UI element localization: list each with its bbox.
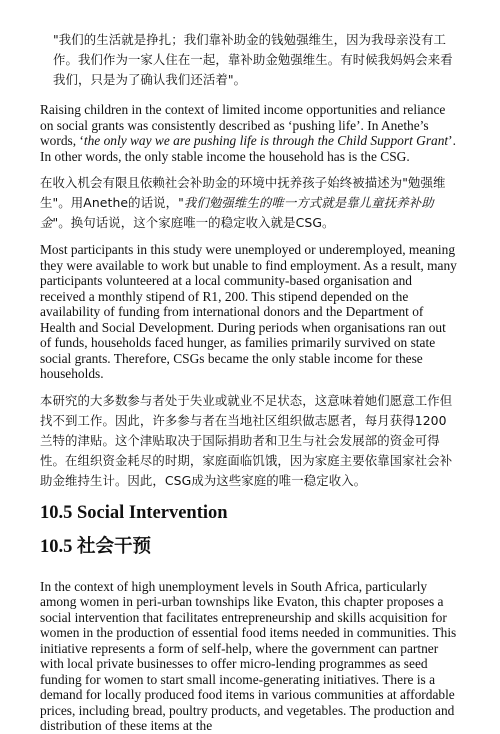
paragraph-zh-1-quote: 我们勉强维生的唯一方式就是靠儿童抚养补助金: [40, 195, 434, 230]
paragraph-zh-2: 本研究的大多数参与者处于失业或就业不足状态，这意味着她们愿意工作但找不到工作。因此，许多参与者在当地社区组织做志愿者，每月获得1200兰特的津贴。这个津贴取决于国际捐助者和卫生与社会发展部的资金可得性。在组织资金耗尽的时期，家庭面临饥饿，因为家庭主要依靠国家社会补助金维持生计。因此，CSG成为这些家庭的唯一稳定收入。: [40, 392, 453, 488]
paragraph-en-1-text: Raising children in the context of limited income opportunities and reliance on social grants was consistently described as ‘pushing life’. In Anethe’s words, ‘: [40, 102, 446, 148]
paragraph-en-1-quote: the only way we are pushing life is through the Child Support Grant: [83, 133, 449, 148]
paragraph-en-2: Most participants in this study were unemployed or underemployed, meaning they were available to work but unable to find employment. As a result, many participants volunteered at a local community-based organisation and received a monthly stipend of R1, 200. This stipend depended on the availability of funding from international donors and the Department of Health and Social Development. During periods when organisations ran out of funds, households faced hunger, as families primarily survived on state social grants. Therefore, CSGs became the only stable income for these households.: [40, 242, 457, 381]
paragraph-zh-1: [40, 173, 458, 233]
section-number: 10.5: [40, 536, 77, 557]
section-title-zh: 社会干预: [77, 535, 152, 557]
section-heading-zh: [40, 533, 458, 561]
paragraph-en-1-tail: ’. In other words, the only stable income the household has is the CSG.: [40, 133, 456, 164]
quote-zh: "我们的生活就是挣扎；我们靠补助金的钱勉强维生，因为我母亲没有工作。我们作为一家人住在一起，靠补助金勉强维生。有时候我妈妈会来看我们，只是为了确认我们还活着"。: [53, 32, 453, 87]
paragraph-en-3: In the context of high unemployment levels in South Africa, particularly among women in peri-urban townships like Evaton, this chapter proposes a social intervention that facilitates entrepreneurship and skills acquisition for women in the production of essential food items needed in communities. This initiative represents a form of self-help, where the government can partner with local private businesses to offer micro-lending programmes as seed funding for women to start small income-generating initiatives. There is a demand for locally produced food items in various communities at affordable prices, including bread, poultry products, and vegetables. The production and distribution of these items at the: [40, 578, 457, 733]
paragraph-zh-1-text: 在收入机会有限且依赖社会补助金的环境中抚养孩子始终被描述为"勉强维生"。用Anethe的话说，": [40, 175, 446, 210]
paragraph-en-1: [40, 102, 458, 164]
section-heading-en: 10.5 Social Intervention: [40, 502, 228, 523]
paragraph-zh-1-tail: "。换句话说，这个家庭唯一的稳定收入就是CSG。: [52, 215, 335, 230]
